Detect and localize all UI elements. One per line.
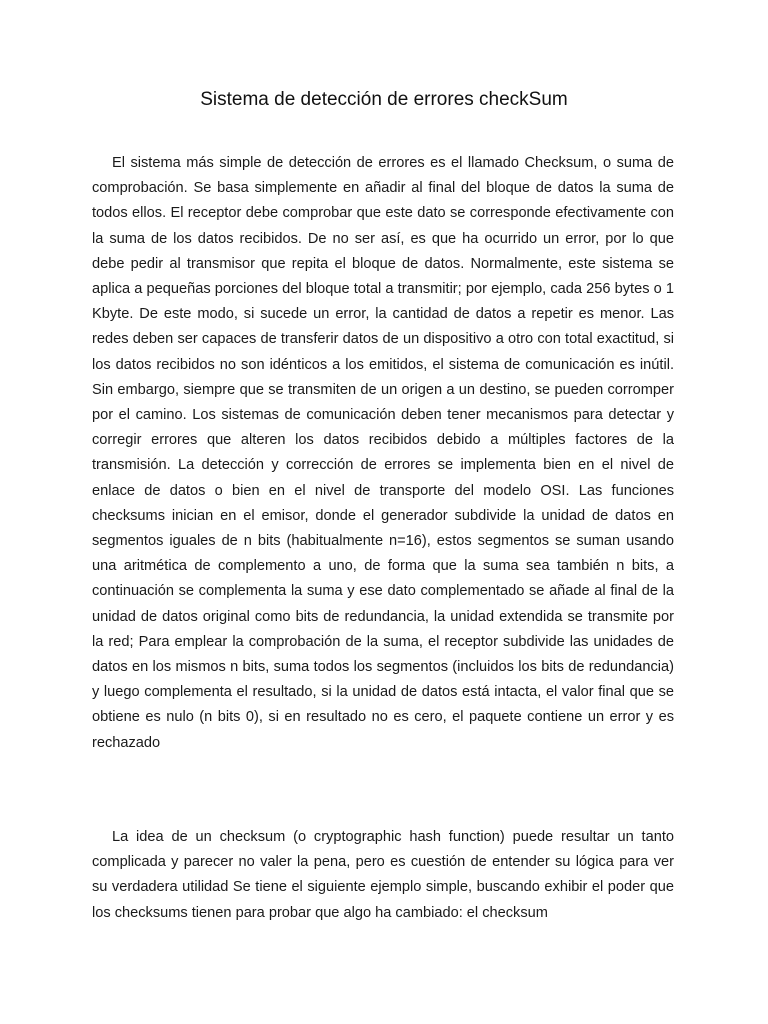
paragraph-checksum-idea: La idea de un checksum (o cryptographic hash function) puede resultar un tanto complicada y parecer no valer la pena, pero es cuestión de entender su lógica para ver su verdadera utilidad Se tiene el siguiente ejemplo simple, buscando exhibir el poder que los checksums tienen para probar que algo ha cambiado: el checksum xyxy=(92,829,674,921)
document-title: Sistema de detección de errores checkSum xyxy=(200,89,568,110)
paragraph-checksum-description: El sistema más simple de detección de errores es el llamado Checksum, o suma de comprobación. Se basa simplemente en añadir al final del bloque de datos la suma de todos ellos. El receptor debe comprobar que este dato se corresponde efectivamente con la suma de los datos recibidos. De no ser así, es que ha ocurrido un error, por lo que debe pedir al transmisor que repita el bloque de datos. Normalmente, este sistema se aplica a pequeñas porciones del bloque total a transmitir; por ejemplo, cada 256 bytes o 1 Kbyte. De este modo, si sucede un error, la cantidad de datos a repetir es menor. Las redes deben ser capaces de transferir datos de un dispositivo a otro con total exactitud, si los datos recibidos no son idénticos a los emitidos, el sistema de comunicación es inútil. Sin embargo, siempre que se transmiten de un origen a un destino, se pueden corromper por el camino. Los sistemas de comunicación deben tener mecanismos para detectar y corregir errores que alteren los datos recibidos debido a múltiples factores de la transmisión. La detección y corrección de errores se implementa bien en el nivel de enlace de datos o bien en el nivel de transporte del modelo OSI. Las funciones checksums inician en el emisor, donde el generador subdivide la unidad de datos en segmentos iguales de n bits (habitualmente n=16), estos segmentos se suman usando una aritmética de complemento a uno, de forma que la suma sea también n bits, a continuación se complementa la suma y ese dato complementado se añade al final de la unidad de datos original como bits de redundancia, la unidad extendida se transmite por la red; Para emplear la comprobación de la suma, el receptor subdivide las unidades de datos en los mismos n bits, suma todos los segmentos (incluidos los bits de redundancia) y luego complementa el resultado, si la unidad de datos está intacta, el valor final que se obtiene es nulo (n bits 0), si en resultado no es cero, el paquete contiene un error y es rechazado xyxy=(92,155,674,751)
